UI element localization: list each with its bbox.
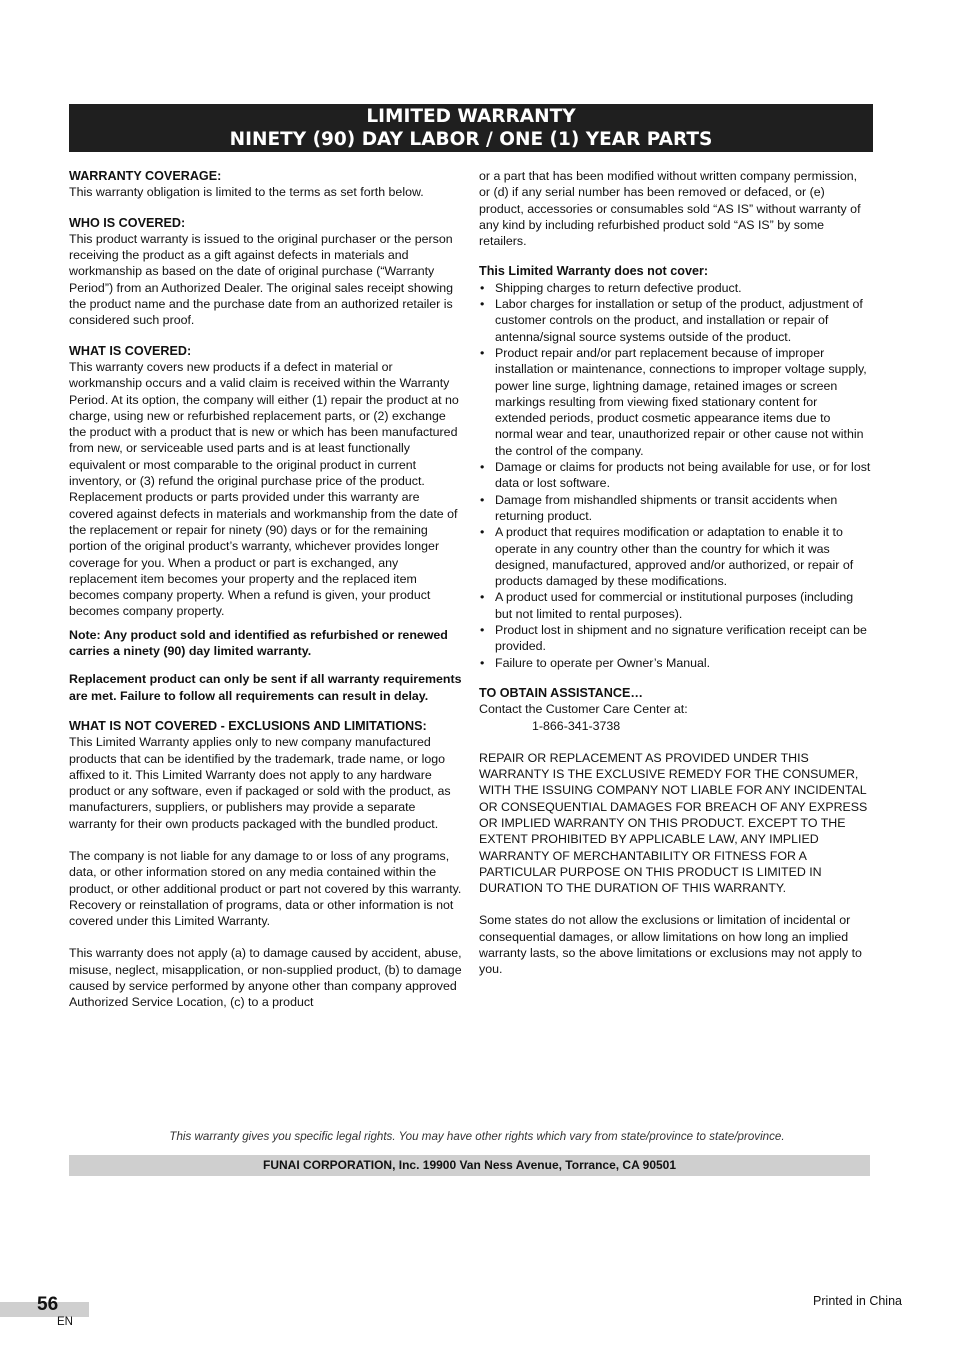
printed-in: Printed in China: [813, 1294, 902, 1308]
legal-rights-footnote: This warranty gives you specific legal rights. You may have other rights which vary from state/province to state/province.: [169, 1130, 785, 1143]
list-item: • Product repair and/or part replacement because of improper installation or maintenance, connections to improper voltage supply, power line surge, lightning damage, retained images or screen markings resulting from viewing fixed stationary content for extended periods, product cosmetic appearance items due to normal wear and tear, unauthorized repair or other cause not within the control of the company.: [479, 345, 871, 459]
what-heading: WHAT IS COVERED:: [69, 343, 192, 358]
title-line-1: LIMITED WARRANTY: [366, 106, 576, 127]
coverage-text: This warranty obligation is limited to the terms as set forth below.: [69, 185, 424, 200]
who-heading: WHO IS COVERED:: [69, 215, 186, 230]
states-disclaimer: Some states do not allow the exclusions or limitation of incidental or consequential damages, or allow limitations on how long an implied warranty lasts, so the above limitations or exclusions may not apply to you.: [479, 913, 862, 977]
list-item: • Product lost in shipment and no signature verification receipt can be provided.: [479, 622, 871, 655]
language-code: EN: [57, 1316, 73, 1328]
assistance-heading: TO OBTAIN ASSISTANCE…: [479, 685, 643, 700]
list-item: • A product that requires modification or adaptation to enable it to operate in any country other than the country for which it was designed, manufactured, approved and/or authorized, or repair of products damaged by these modifications.: [479, 524, 871, 589]
list-item: • Shipping charges to return defective product.: [479, 280, 871, 296]
refurbished-note: Note: Any product sold and identified as refurbished or renewed carries a ninety (90) day limited warranty.: [69, 627, 448, 659]
replacement-note: Replacement product can only be sent if all warranty requirements are met. Failure to follow all requirements can result in delay.: [69, 672, 462, 703]
not-covered-text-2: The company is not liable for any damage to or loss of any programs, data, or other information stored on any media contained within the product, or other additional product or part not covered by this warranty. Recovery or reinstallation of programs, data or other information is not covered under this Limited Warranty.: [69, 848, 462, 929]
not-covered-heading: WHAT IS NOT COVERED - EXCLUSIONS AND LIMITATIONS:: [69, 718, 427, 733]
list-item: • Damage or claims for products not being available for use, or for lost data or lost software.: [479, 459, 871, 492]
title-line-2: NINETY (90) DAY LABOR / ONE (1) YEAR PARTS: [229, 129, 713, 150]
list-item: • A product used for commercial or institutional purposes (including but not limited to rental purposes).: [479, 589, 871, 622]
exclusions-list: [479, 280, 871, 671]
list-item: • Failure to operate per Owner’s Manual.: [479, 655, 871, 671]
company-address: FUNAI CORPORATION, Inc. 19900 Van Ness Avenue, Torrance, CA 90501: [69, 1155, 870, 1176]
does-not-cover-heading: This Limited Warranty does not cover:: [479, 264, 709, 279]
list-item: • Labor charges for installation or setup of the product, adjustment of customer controls on the product, and installation or repair of antenna/signal source systems outside of the product.: [479, 296, 871, 345]
continued-text: or a part that has been modified without written company permission, or (d) if any serial number has been removed or defaced, or (e) product, accessories or consumables sold “AS IS” without warranty of any kind by including refurbished product sold “AS IS” by some retailers.: [479, 169, 861, 249]
remedy-disclaimer: REPAIR OR REPLACEMENT AS PROVIDED UNDER THIS WARRANTY IS THE EXCLUSIVE REMEDY FOR THE CONSUMER, WITH THE ISSUING COMPANY NOT LIABLE FOR ANY INCIDENTAL OR CONSEQUENTIAL DAMAGES FOR BREACH OF ANY EXPRESS OR IMPLIED WARRANTY ON THIS PRODUCT. EXCEPT TO THE EXTENT PROHIBITED BY APPLICABLE LAW, ANY IMPLIED WARRANTY OF MERCHANTABILITY OR FITNESS FOR A PARTICULAR PURPOSE ON THIS PRODUCT IS LIMITED IN DURATION TO THE DURATION OF THIS WARRANTY.: [479, 750, 868, 896]
what-text-2: Replacement products or parts provided under this warranty are covered against defects in materials and workmanship from the date of the replacement or repair for ninety (90) days or for the remaining portion of the original product’s warranty, whichever provides longer coverage for you. When a product or part is exchanged, any replacement item becomes your property and the replaced item becomes company property. When a refund is given, your product becomes company property.: [69, 490, 458, 619]
page-number-bar: [0, 1294, 89, 1317]
not-covered-text-3: This warranty does not apply (a) to damage caused by accident, abuse, misuse, neglect, misapplication, or non-supplied product, (b) to damage caused by service performed by anyone other than company approved Authorized Service Location, (c) to a product: [69, 946, 462, 1010]
list-item: • Damage from mishandled shipments or transit accidents when returning product.: [479, 492, 871, 525]
who-text: This product warranty is issued to the original purchaser or the person receiving the product as a gift against defects in materials and workmanship as based on the date of original purchase (“Warranty Period”) from an Authorized Dealer. The original sales receipt showing the product name and the purchase date from an authorized retailer is considered such proof.: [69, 231, 454, 328]
left-column: [69, 168, 462, 1011]
phone-number: 1-866-341-3738: [532, 718, 621, 733]
assistance-text: Contact the Customer Care Center at:: [479, 702, 688, 717]
what-text-1: This warranty covers new products if a defect in material or workmanship occurs and a valid claim is received within the Warranty Period. At its option, the company will either (1) repair the product at no charge, using new or refurbished replacement parts, or (2) exchange the product with a product that is new or which has been manufactured from new, or serviceable used parts and is at least functionally equivalent or most comparable to the original product in current inventory, or (3) refund the original purchase price of the product.: [69, 359, 459, 489]
page-number: 56: [37, 1294, 59, 1315]
not-covered-text-1: This Limited Warranty applies only to new company manufactured products that can be identified by the trademark, trade name, or logo affixed to it. This Limited Warranty does not apply to any hardware product or any software, even if packaged or sold with the product, as manufacturers, suppliers, or publishers may provide a separate warranty for their own products packaged with the bundled product.: [69, 735, 451, 831]
page-title: [69, 104, 873, 152]
right-column: [479, 168, 871, 978]
coverage-heading: WARRANTY COVERAGE:: [69, 169, 222, 183]
